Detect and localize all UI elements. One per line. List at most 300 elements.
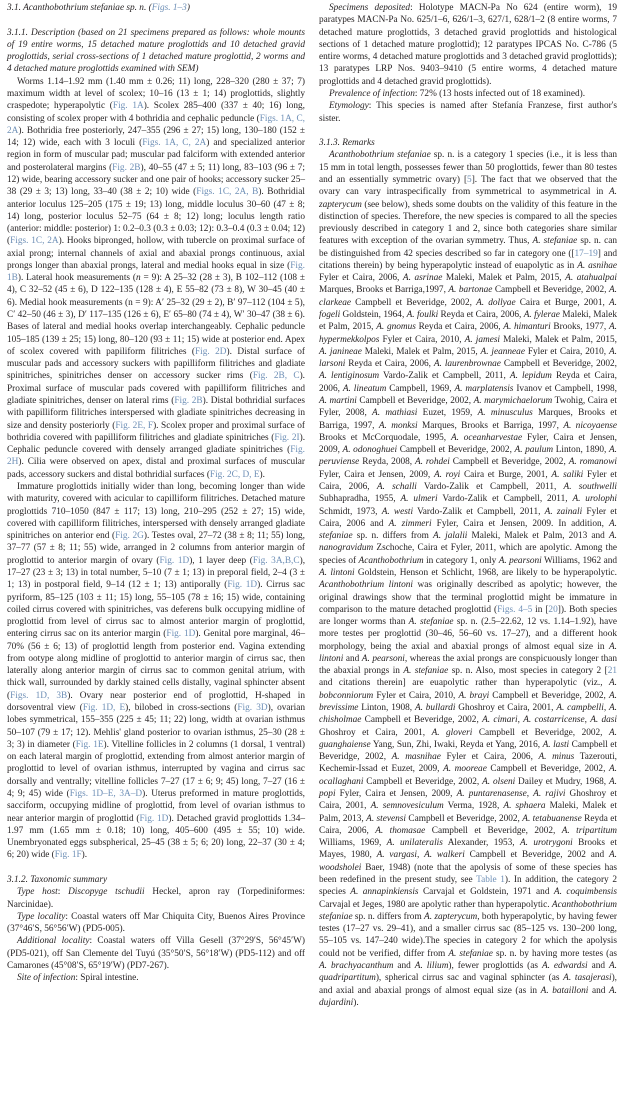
cross-reference-link[interactable]: Fig. 1D bbox=[139, 813, 169, 824]
site-of-infection bbox=[7, 972, 305, 984]
text-run: sp. n. Also, most species in category 2 [ bbox=[448, 666, 608, 677]
text-run: Reyda et Caira, 2006, bbox=[319, 371, 617, 394]
text-run: Vardo-Zalik et Campbell, 2011, bbox=[437, 494, 573, 505]
italic-term: A. nicoyaense bbox=[563, 420, 617, 431]
text-run: ). Genital pore marginal, 46–70% (56 ± 6; 13) of proglottid length from posterior end. Vagina extending from ootype along midline of proglottid to anterior margin of cirrus sac, then laterally along anterior margin of cirrus sac to common genital atrium, with thick wall, surrounded by darkly stained cells distally, vaginal sphincter absent ( bbox=[7, 629, 305, 701]
text-run: : Spiral intestine. bbox=[75, 973, 139, 984]
text-run: Campbell et Beveridge, 2002, bbox=[319, 739, 618, 763]
text-run: Fyler et Caira, 2010, bbox=[373, 690, 459, 701]
italic-term: Specimens deposited bbox=[329, 3, 411, 13]
text-run: Maleki, Malek et Palm, 2013, bbox=[319, 801, 617, 824]
text-run: Maleki, Malek et Palm, 2015, bbox=[500, 334, 618, 345]
italic-term: A. mooreae bbox=[443, 764, 487, 775]
italic-term: A. jamesi bbox=[464, 334, 501, 345]
cross-reference-link[interactable]: Table 1 bbox=[476, 874, 505, 885]
italic-term: A. bullardi bbox=[414, 703, 456, 714]
italic-term: A. lintoni bbox=[319, 567, 355, 578]
italic-term: A. tripartitum bbox=[561, 825, 617, 836]
text-run: Goldstein, Henson et Schlicht, 1968, are likely to be hyperapolytic. bbox=[354, 567, 617, 578]
italic-term: A. stefaniae bbox=[403, 666, 449, 677]
text-run: Ghoshroy et Caira, 2001, bbox=[319, 789, 617, 812]
text-run: ] and citations therein) by being hyperapolytic instead of euapolytic as in bbox=[319, 248, 618, 271]
cross-reference-link[interactable]: 5 bbox=[467, 174, 472, 185]
cross-reference-link[interactable]: Figs. 1D, 3B bbox=[10, 690, 68, 701]
text-run: Fyler et Caira, 2010, bbox=[524, 346, 609, 357]
italic-term: A. lepidum bbox=[509, 371, 552, 382]
prevalence-of-infection bbox=[319, 88, 617, 100]
text-run: : Coastal waters off Villa Gesell (37°29′S, 56°45′W) (PD5-021), off San Clemente del Tuyú (35°50′S, 56°18′W) (PD5-112) and off Camarones (45°08′S, 65°19′W) (PD7-267). bbox=[7, 936, 305, 971]
text-run: Heckel, apron ray (Torpediniformes: Narcinidae). bbox=[7, 887, 305, 910]
italic-term: A. romanowi bbox=[568, 457, 617, 468]
text-run: ), 40–55 (47 ± 5; 11) long, 83–103 (96 ± 7; 12) wide, bearing accessory sucker and one pair of hooks; accessory sucker 25–38 (29 ± 3; 13) long, 33–40 (38 ± 2; 10) wide ( bbox=[7, 162, 305, 198]
italic-term: A. edwardsi bbox=[541, 960, 588, 971]
italic-term: Type host bbox=[17, 887, 58, 898]
italic-term: A. zapterycum bbox=[424, 911, 478, 922]
cross-reference-link[interactable]: Fig. 1F bbox=[54, 850, 82, 861]
italic-term: A. stefaniae bbox=[319, 518, 618, 542]
cross-reference-link[interactable]: Fig. 3D bbox=[237, 703, 268, 714]
italic-term: A. unilateralis bbox=[386, 838, 443, 849]
italic-term: Additional locality bbox=[17, 936, 90, 947]
text-run: ). Bothridia free posteriorly, 247–355 (296 ± 27; 15) long, 130–180 (152 ± 14; 12) wide, each with 3 loculi ( bbox=[7, 125, 305, 149]
text-run: Linton, 1890, bbox=[553, 445, 609, 456]
cross-reference-link[interactable]: Figs. 1C, 2A, B bbox=[196, 187, 259, 198]
text-run: Campbell et Beveridge, 2002, bbox=[405, 813, 523, 824]
text-run: Caira et Burge, 2001, bbox=[460, 469, 552, 480]
cross-reference-link[interactable]: Fig. 1D bbox=[166, 629, 196, 640]
italic-term: A. foulki bbox=[406, 310, 439, 321]
text-run: Marques, Brooks et Barriga,1997, bbox=[319, 285, 449, 296]
italic-term: A. popi bbox=[319, 776, 617, 800]
italic-term: Prevalence of infection bbox=[329, 88, 415, 99]
cross-reference-link[interactable]: Fig. 1E bbox=[75, 739, 104, 750]
paragraph-remarks bbox=[319, 149, 617, 1009]
italic-term: A. vargasi bbox=[376, 850, 417, 861]
italic-term: A. westi bbox=[381, 506, 414, 517]
text-run: was originally described as apolytic; however, the original drawings show that the terminal proglottid might be immature in comparison to the mature detached proglottid ( bbox=[319, 580, 617, 615]
text-run: Fyler et Caira, 2006, bbox=[319, 469, 617, 492]
type-locality bbox=[7, 911, 305, 936]
text-run: sp. n. (2.5–22.62, 12 vs. 1.14–1.92), have more testes per proglottid (30–46, 56–60 vs. 17–27), and a different hook morphology, being the axial and abaxial prongs of almost equal size in bbox=[319, 617, 617, 652]
text-run: Maleki, Malek et Palm, 2015, bbox=[319, 310, 618, 333]
paragraph-proglottids-description bbox=[7, 481, 305, 862]
text-run: ). In addition, the category 2 species bbox=[319, 874, 617, 898]
text-run: and bbox=[587, 960, 609, 971]
italic-term: A. clarkeae bbox=[319, 285, 617, 308]
cross-reference-link[interactable]: Fig. 1D bbox=[159, 555, 190, 566]
text-run: = 9): A 25–32 (28 ± 3), B 102–112 (108 ± 4), C 32–52 (45 ± 6), D 122–135 (128 ± 4), E 55–82 (73 ± 8), W 30–45 (40 ± 6). Medial hook measurements (n = 9): A′ 25–32 (29 ± 2), B′ 97–112 (104 ± 5), C′ 42–50 (46 ± 3), D′ 117–135 (126 ± 6), E′ 65–80 (74 ± 4), W′ 30–47 (38 ± 6). Bases of lateral and medial hooks overlap interchangeably. Cephalic peduncle 105–185 (139 ± 25; 15) long, 80–120 (93 ± 11; 15) wide at posterior end. Apex of scolex covered with papiliform filitriches ( bbox=[7, 273, 305, 357]
italic-term: A. lilium bbox=[414, 960, 449, 971]
text-run: Brooks, 1977, bbox=[550, 322, 609, 333]
text-run: Euzet, 1959, bbox=[417, 408, 478, 419]
italic-term: A. thomasae bbox=[375, 825, 426, 836]
text-run: Maleki, Malek et Palm, 2013 and bbox=[467, 531, 609, 542]
text-run: Vardo-Zalik et Campbell, 2011, bbox=[416, 481, 564, 492]
italic-term: A. odonoghuei bbox=[342, 445, 398, 456]
cross-reference-link[interactable]: Fig. 2B bbox=[174, 396, 203, 407]
text-run: Brooks et McCorquodale, 1995, bbox=[319, 432, 451, 443]
cross-reference-link[interactable]: Fig. 2G bbox=[115, 531, 144, 542]
text-run: 3.1.1. Description (based on 21 specimens prepared as follows: whole mounts of 19 entire worms, 15 detached mature proglottids and 10 detached gravid proglottids, serial cross-sections of 1 detached mature proglottid, 2 worms and 4 detached mature proglottids examined with SEM) bbox=[7, 27, 305, 75]
text-run: ), and axial and abaxial prongs of almost equal size (as in bbox=[319, 973, 617, 996]
italic-term: A. ocallaghani bbox=[319, 764, 617, 787]
text-run: Worms 1.14–1.92 mm (1.40 mm ± 0.26; 11) long, 228–320 (280 ± 37; 7) maximum width at level of scolex; 10–16 (13 ± 1; 14) proglottids, slightly craspedote; hyperapolytic ( bbox=[7, 76, 305, 112]
text-run: ). Hooks bipronged, hollow, with tubercle on proximal surface of axial prong; internal channels of axial and abaxial prongs continuous, axial prongs longer than abaxial prongs, lateral and medial hooks equal in size ( bbox=[7, 236, 306, 271]
text-run: Carvajal et Jeges, 1980 are apolytic rather than hyperapolytic. bbox=[319, 899, 552, 910]
cross-reference-link[interactable]: Fig. 2C, D, E bbox=[209, 469, 260, 480]
text-run: (see below), sheds some doubts on the validity of this feature in the distinction of species. Therefore, the new species is compared to all the species previously described in category 1 and 2, since both categories share similar features with exception of the ovarian symmetry. Thus, bbox=[319, 199, 617, 247]
text-run: and bbox=[343, 653, 362, 664]
cross-reference-link[interactable]: 21 bbox=[607, 666, 617, 677]
cross-reference-link[interactable]: Figs. 1A, C, 2A bbox=[7, 113, 305, 136]
italic-term: A. ulmeri bbox=[400, 494, 438, 505]
text-run: Reyda et Caira, 2006, bbox=[319, 813, 617, 836]
cross-reference-link[interactable]: Fig. 2H bbox=[7, 445, 305, 468]
text-run: Campbell, 1969, bbox=[386, 383, 455, 394]
text-run: ]). Both species are longer worms than bbox=[319, 604, 617, 628]
text-run: Vardo-Zalik et Campbell, 2011, bbox=[379, 371, 510, 382]
text-run: Verma, 1928, bbox=[443, 801, 504, 812]
text-run: Reyda, 2008, bbox=[359, 457, 415, 468]
text-run: Fyler et Caira, 2006, bbox=[319, 273, 403, 284]
italic-term: Etymology bbox=[329, 101, 369, 112]
italic-term: A. batailloni bbox=[540, 985, 589, 996]
specimens-deposited bbox=[319, 2, 617, 88]
left-column bbox=[7, 2, 305, 985]
italic-term: A. tetabuanense bbox=[522, 813, 582, 824]
italic-term: A. minus bbox=[538, 752, 575, 763]
italic-term: Acanthobothrium stefaniae bbox=[319, 899, 617, 922]
italic-term: A. janineae bbox=[319, 346, 362, 357]
italic-term: A. mathiasi bbox=[372, 408, 418, 419]
italic-term: A. monksi bbox=[378, 420, 418, 431]
text-run: Campbell et Beveridge, 2002, bbox=[351, 297, 477, 308]
section-heading-3-1 bbox=[7, 2, 305, 14]
text-run: Alexander, 1953, bbox=[442, 838, 520, 849]
text-run: Schmidt, 1973, bbox=[319, 506, 382, 517]
paragraph-worms-description bbox=[7, 76, 305, 481]
cross-reference-link[interactable]: Fig. 3A,B,C bbox=[252, 555, 300, 566]
text-run: ). Distal surface of muscular pads and accessory suckers with papilliform filitriches and gladiate spinitriches, spinitriches denser on accessory sucker rims ( bbox=[7, 346, 306, 382]
text-run: Yang, Sun, Zhi, Iwaki, Reyda et Yang, 2016, bbox=[370, 739, 543, 750]
text-run: Marques, Brooks et Barriga, 1997, bbox=[319, 408, 617, 431]
text-run: ]. The fact that we observed that the ovary can vary intraspecifically from symmetrical to asymmetrical in bbox=[319, 174, 617, 198]
text-run: sp. n. by having more testes (as bbox=[492, 948, 617, 959]
italic-term: A. olseni bbox=[482, 776, 516, 787]
text-run: Maleki, Malek et Palm, 2015, bbox=[442, 273, 566, 284]
text-run: Fyler, Caira et Jensen, 2009, bbox=[319, 432, 617, 456]
italic-term: A. fogeli bbox=[319, 297, 617, 321]
italic-term: A. larsoni bbox=[319, 346, 617, 370]
text-run: Ivanov et Campbell, 1998, bbox=[513, 383, 617, 394]
text-run: ), spherical cirrus sac and vaginal sphincter (as bbox=[375, 973, 564, 984]
italic-term: A. guanghaiense bbox=[319, 727, 617, 750]
italic-term: Acanthobothrium bbox=[358, 555, 424, 566]
text-run: in [ bbox=[532, 604, 549, 615]
italic-term: A. zapterycum bbox=[319, 187, 617, 210]
text-run: Ghoshroy et Caira, 2001, bbox=[319, 727, 432, 738]
italic-term: A. stefaniae bbox=[448, 948, 493, 959]
text-run: , whereas the axial prongs are conspicuously longer than the abaxial prongs in bbox=[319, 653, 618, 677]
italic-term: A. masnihae bbox=[391, 752, 441, 763]
italic-term: A. marplatensis bbox=[454, 383, 514, 394]
cross-reference-link[interactable]: Fig. 2I bbox=[274, 432, 300, 443]
text-run: and citations therein] are euapolytic rather than hyperapolytic (viz., bbox=[319, 678, 609, 689]
text-run: ) and specialized anterior region in form of muscular pad; muscular pad falciform with extended anterior and posterolateral margins ( bbox=[7, 138, 305, 173]
text-run: Brooks et Mayes, 1980, bbox=[319, 838, 618, 861]
italic-term: A. tasajerasi bbox=[563, 973, 612, 984]
italic-term: A. sphaera bbox=[503, 801, 546, 812]
italic-term: A. brevissime bbox=[319, 690, 617, 714]
italic-term: A. royi bbox=[433, 469, 461, 480]
text-run: ). Testes oval, 27–72 (38 ± 8; 11; 55) long, 37–77 (57 ± 8; 11; 55) wide, arranged in 2 columns from anterior margin of proglottid to anterior margin of ovary ( bbox=[7, 531, 305, 566]
italic-term: A. zainali bbox=[544, 506, 583, 517]
text-run: sp. n. differs from bbox=[352, 531, 434, 542]
cross-reference-link[interactable]: Figs. 1D–E, 3A–D bbox=[69, 789, 143, 800]
text-run: : Coastal waters off Mar Chiquita City, Buenos Aires Province (37°46′S, 56°56′W) (PD5-005). bbox=[7, 911, 305, 935]
text-run: ), 17–27 (23 ± 3; 13) in total number, 5–10 (7 ± 1; 13) in preporal field, 2–4 (3 ± 1; 13) in postporal field, 9–14 (12 ± 1; 13) antiporally ( bbox=[7, 555, 306, 591]
text-run: ). Distal bothridial surfaces with papilliform filitriches interspersed with gladiate spinitriches decreasing in size and density posteriorly ( bbox=[7, 396, 305, 431]
italic-term: A. dujardini bbox=[319, 985, 617, 1008]
right-column bbox=[319, 2, 617, 1009]
text-run: sp. n. is a category 1 species (i.e., it is less than 15 mm in total length, possesses fewer than 50 proglottids, fewer than 80 testes and an essentially symmetric ovary) [ bbox=[319, 150, 617, 185]
italic-term: A. bartonae bbox=[448, 285, 493, 296]
type-host bbox=[7, 886, 305, 911]
cross-reference-link[interactable]: Figs. 1–3 bbox=[151, 3, 187, 13]
cross-reference-link[interactable]: Fig. 1B bbox=[7, 260, 305, 284]
text-run: Dailey et Mudry, 1968, bbox=[515, 776, 609, 787]
italic-term: A. cimari bbox=[482, 715, 518, 726]
text-run: ). bbox=[259, 469, 265, 480]
cross-reference-link[interactable]: Fig. 2E, F bbox=[115, 420, 154, 431]
section-heading-description bbox=[7, 27, 305, 76]
text-run: Fyler, Caira et Jensen, 2009. In addition, bbox=[431, 518, 609, 529]
text-run: and bbox=[393, 960, 415, 971]
text-run: Campbell et Beveridge, 2002 and bbox=[464, 850, 609, 861]
text-run: Campbell et Beveridge, 2002, bbox=[356, 396, 474, 407]
text-run: Linton, 1908, bbox=[358, 703, 415, 714]
text-run: Fyler, Caira et Jensen, 2009, bbox=[335, 789, 457, 800]
text-run: Campbell et Beveridge, 2002, bbox=[500, 359, 617, 370]
text-run: , bbox=[517, 715, 524, 726]
cross-reference-link[interactable]: 17–19 bbox=[574, 248, 598, 259]
text-run: in category 1, only bbox=[423, 555, 499, 566]
text-run: , bbox=[526, 789, 534, 800]
italic-term: A. minusculus bbox=[477, 408, 533, 419]
italic-term: A. dollyae bbox=[476, 297, 516, 308]
italic-term: A. asrinae bbox=[402, 273, 443, 284]
italic-term: A. peruviense bbox=[319, 445, 617, 468]
text-run: ), bilobed in cross-sections ( bbox=[125, 703, 238, 714]
text-run: ). Vitelline follicles in 2 columns (1 dorsal, 1 ventral) on each lateral margin of proglottid, extending from almost anterior margin of proglottid to level of ovarian isthmus, interrupted by vagina and cirrus sac dorsally and ventrally; vitelline follicles 7–27 (17 ± 6; 9; 45) long, 7–27 (16 ± 4; 9; 45) wide ( bbox=[7, 739, 306, 800]
italic-term: A. gloveri bbox=[431, 727, 473, 738]
text-run: : Holotype MACN-Pa No 624 (entire worm), 19 paratypes MACN-Pa No. 625/1–6, 626/1–3, 627/1, 628/1–2 (8 entire worms, 7 detached mature proglottids, 3 detached gravid proglottids and histological sections of 1 detached mature proglottid); 12 paratypes IPCAS No. C-786 (5 entire worms, 4 detached mature proglottids and 3 detached gravid proglottids); 13 paratypes LRP Nos. 9403–9410 (5 entire worms, 4 detached mature proglottids and 4 detached gravid proglottids). bbox=[319, 3, 618, 87]
italic-term: A. pearsoni bbox=[361, 653, 405, 664]
italic-term: A. southwelli bbox=[563, 481, 617, 492]
italic-term: A. bobconniorum bbox=[319, 678, 617, 701]
text-run: sp. n. can be distinguished from 42 species described so far in category one ([ bbox=[319, 236, 617, 259]
text-run: : bbox=[57, 887, 69, 898]
text-run: Williams, 1969, bbox=[319, 838, 387, 849]
italic-term: A. asnihae bbox=[577, 260, 618, 271]
italic-term: A. costarricense bbox=[523, 715, 585, 726]
text-run: , bbox=[603, 703, 609, 714]
text-run: Twohig, Caira et Fyler, 2008, bbox=[319, 396, 617, 419]
text-run: ). Detached gravid proglottids 1.34–1.97 mm (1.65 mm ± 0.18; 10) long, 405–600 (495 ± 55; 10) wide. Unembryonated eggs subspherical, 25–45 (38 ± 5; 6; 20) long, 22–37 (30 ± 4; 6; 20) wide ( bbox=[7, 813, 305, 861]
text-run: Immature proglottids initially wider than long, becoming longer than wide with maturity, covered with acicular to capilliform filitriches. Detached mature proglottids 710–1050 (847 ± 117; 13) long, 210–295 (252 ± 27; 15) wide, covered with capilliform filitriches, interspersed with densely arranged gladiate spinitriches on anterior end ( bbox=[7, 481, 305, 542]
italic-term: A. schalli bbox=[376, 481, 417, 492]
text-run: ) bbox=[186, 3, 190, 13]
text-run: Reyda et Caira, 2006, bbox=[438, 310, 524, 321]
text-run: Campbell et Beveridge, 2002, bbox=[492, 285, 609, 296]
italic-term: A. rajivi bbox=[533, 789, 566, 800]
cross-reference-link[interactable]: 20 bbox=[548, 604, 558, 615]
italic-term: A. brachyacanthum bbox=[319, 960, 394, 971]
text-run: Maleki, Malek et Palm, 2015, bbox=[361, 346, 481, 357]
italic-term: n bbox=[136, 273, 141, 284]
text-run: Zschoche, Caira et Fyler, 2011, which are apolytic. Among the species of bbox=[319, 543, 617, 566]
section-heading-remarks bbox=[319, 137, 617, 149]
italic-term: A. lintoni bbox=[319, 641, 617, 664]
italic-term: A. hypermekkolpos bbox=[319, 322, 617, 345]
text-run: Williams, 1962 and bbox=[541, 555, 617, 566]
italic-term: A. nanogravidum bbox=[319, 531, 617, 554]
italic-term: A. annapinkiensis bbox=[350, 887, 419, 898]
text-run: Caira et Burge, 2001, bbox=[515, 297, 609, 308]
italic-term: A. stefaniae bbox=[532, 236, 578, 247]
text-run: ). Lateral hook measurements ( bbox=[17, 273, 137, 284]
text-run: ). Cephalic peduncle covered with densely arranged gladiate spinitriches ( bbox=[7, 432, 306, 456]
cross-reference-link[interactable]: Figs. 1A, C, 2A bbox=[142, 138, 207, 149]
text-run: Ghoshroy et Caira, 2001, bbox=[455, 703, 557, 714]
text-run: ), ovarian lobes symmetrical, 155–355 (225 ± 45; 11; 22) long, width at ovarian isthmus 50–107 (79 ± 17; 12). Mehlis' gland posterior to ovarian isthmus, 25–30 (28 ± 3; 3) in diameter ( bbox=[7, 703, 305, 750]
text-run: Campbell et Beveridge, 2002, bbox=[363, 776, 483, 787]
italic-term: A. walkeri bbox=[424, 850, 465, 861]
text-run: ). Cilia were observed on apex, distal and proximal surfaces of muscular pads, accessory suckers and distal bothridial surfaces ( bbox=[7, 457, 305, 480]
text-run: ). Proximal surface of muscular pads covered with papilliform filitriches and gladiate spinitriches, denser on lateral rims ( bbox=[7, 371, 305, 407]
text-run: Fyler et Caira, 2006 and bbox=[319, 506, 617, 529]
italic-term: A. semnovesiculum bbox=[370, 801, 444, 812]
text-run: Reyda et Caira, 2006, bbox=[415, 322, 504, 333]
italic-term: A. urolophi bbox=[572, 494, 617, 505]
text-run: ), 1 layer deep ( bbox=[189, 555, 253, 566]
italic-term: A. coquimbensis bbox=[553, 887, 617, 898]
italic-term: A. lasti bbox=[542, 739, 570, 750]
cross-reference-link[interactable]: Fig. 2B, C bbox=[252, 371, 300, 382]
text-run: ). bbox=[353, 997, 359, 1008]
italic-term: A. brayi bbox=[458, 690, 490, 701]
italic-term: A. campbelli bbox=[556, 703, 604, 714]
italic-term: A. rohdei bbox=[415, 457, 450, 468]
italic-term: A. laurenbrownae bbox=[433, 359, 501, 370]
italic-term: A. jeanneae bbox=[480, 346, 525, 357]
text-run: and bbox=[588, 985, 609, 996]
italic-term: Discopyge tschudii bbox=[68, 887, 145, 898]
cross-reference-link[interactable]: Figs. 1C, 2A bbox=[10, 236, 59, 247]
italic-term: A. martini bbox=[319, 396, 357, 407]
section-heading-taxonomic-summary bbox=[7, 874, 305, 886]
additional-locality bbox=[7, 935, 305, 972]
etymology bbox=[319, 100, 617, 125]
cross-reference-link[interactable]: Fig. 1D, E bbox=[82, 703, 126, 714]
text-run: Vardo-Zalik et Campbell, 2011, bbox=[413, 506, 545, 517]
italic-term: A. dasi bbox=[590, 715, 617, 726]
text-run: Campbell et Beveridge, 2002, bbox=[361, 715, 483, 726]
text-run: Subhapradha, 1955, bbox=[319, 494, 401, 505]
text-run: 3.1. Acanthobothrium stefaniae sp. n. ( bbox=[7, 3, 152, 13]
cross-reference-link[interactable]: Fig. 1A bbox=[112, 101, 144, 112]
text-run: Reyda et Caira, 2006, bbox=[345, 359, 434, 370]
italic-term: A. pearsoni bbox=[498, 555, 542, 566]
text-run: , bbox=[416, 850, 425, 861]
cross-reference-link[interactable]: Fig. 2D bbox=[194, 346, 227, 357]
text-run: 3.1.2. Taxonomic summary bbox=[7, 875, 108, 885]
text-run: ). Scolex 285–400 (337 ± 40; 16) long, consisting of scolex proper with 4 bothridia and cephalic peduncle ( bbox=[7, 101, 305, 124]
text-run: Campbell et Beveridge, 2002, bbox=[425, 825, 562, 836]
italic-term: A. himanturi bbox=[503, 322, 551, 333]
text-run: ). Scolex proper and proximal surface of bothridia covered with papilliform filitriches and gladiate spinitriches ( bbox=[7, 420, 306, 443]
text-run: , bbox=[584, 715, 591, 726]
cross-reference-link[interactable]: Fig. 2B bbox=[112, 162, 141, 173]
cross-reference-link[interactable]: Fig. 1D bbox=[227, 580, 258, 591]
text-run: Campbell et Beveridge, 2002, bbox=[472, 727, 609, 738]
text-run: Carvajal et Goldstein, 1971 and bbox=[418, 887, 554, 898]
text-run: , both hyperapolytic, by having fewer testes (17–27 vs. 29–41), and a smaller cirrus sac (85–125 vs. 130–200 long, 55–105 vs. 147–240 wide).The species in category 2 for which the apolysis could not be verified, differ from bbox=[319, 911, 618, 959]
text-run: Campbell et Beveridge, 2002, bbox=[486, 764, 609, 775]
text-run: ). Cirrus sac pyriform, 85–125 (103 ± 11; 15) long, 55–105 (78 ± 16; 15) wide, containing coiled cirrus covered with spinitriches, vas deferens bulk occupying midline of proglottid from level of cirrus sac to almost anterior margin of proglottid, entering cirrus sac on its anterior margin ( bbox=[7, 580, 305, 640]
italic-term: Acanthobothrium lintoni bbox=[319, 580, 413, 591]
italic-term: A. quadripartitum bbox=[319, 960, 617, 984]
text-run: Campbell et Beveridge, 2002, bbox=[449, 457, 569, 468]
italic-term: A. marymichaelorum bbox=[473, 396, 553, 407]
italic-term: A. chisholmae bbox=[319, 703, 617, 726]
italic-term: Acanthobothrium stefaniae bbox=[329, 150, 431, 161]
text-run: Fyler et Caira, 2010, bbox=[379, 334, 465, 345]
italic-term: A. saliki bbox=[551, 469, 584, 480]
italic-term: A. atahualpai bbox=[565, 273, 617, 284]
text-run: ). Ovary near posterior end of proglottid, H-shaped in dorsoventral view ( bbox=[7, 690, 305, 714]
text-run: : This species is named after Stefanía Franzese, first author's sister. bbox=[319, 101, 617, 124]
italic-term: A. jalalii bbox=[433, 531, 468, 542]
italic-term: A. urotrygoni bbox=[519, 838, 573, 849]
italic-term: A. paulum bbox=[514, 445, 554, 456]
text-run: Fyler et Caira, 2006, bbox=[440, 752, 539, 763]
text-run: Baer, 1948) (note that the apolysis of some of these species has been redefined in the present study, see bbox=[319, 862, 617, 885]
text-run: 3.1.3. Remarks bbox=[319, 138, 375, 149]
text-run: Campbell et Beveridge, 2002, bbox=[397, 445, 515, 456]
italic-term: A. stevensi bbox=[366, 813, 406, 824]
italic-term: Site of infection bbox=[17, 973, 76, 984]
text-run: Campbell et Beveridge, 2002, bbox=[489, 690, 609, 701]
text-run: Marques, Brooks et Barriga, 1997, bbox=[417, 420, 564, 431]
text-run: Fyler, Caira et Jensen, 2009, bbox=[319, 469, 434, 480]
italic-term: A. woodsholei bbox=[319, 850, 617, 873]
text-run: : 72% (13 hosts infected out of 18 examined). bbox=[414, 88, 586, 99]
text-run: ). bbox=[81, 850, 88, 861]
text-run: ). Uterus preformed in mature proglottids, sacciform, occupying midline of proglottid, from level of ovarian isthmus to near anterior margin of proglottid ( bbox=[7, 789, 306, 824]
text-run: sp. n. differs from bbox=[352, 911, 425, 922]
cross-reference-link[interactable]: Figs. 4–5 bbox=[497, 604, 533, 615]
text-run: Tazerouti, Kechemir-Issad et Euzet, 2009, bbox=[319, 752, 618, 775]
italic-term: A. lentiginosum bbox=[319, 371, 380, 382]
italic-term: A. zimmeri bbox=[388, 518, 432, 529]
text-run: Goldstein, 1964, bbox=[340, 310, 407, 321]
italic-term: Type locality bbox=[17, 911, 66, 922]
italic-term: A. fylerae bbox=[523, 310, 560, 321]
italic-term: A. gnomus bbox=[376, 322, 416, 333]
italic-term: A. oceanharvestae bbox=[450, 432, 523, 443]
italic-term: A. stefaniae bbox=[408, 617, 454, 628]
